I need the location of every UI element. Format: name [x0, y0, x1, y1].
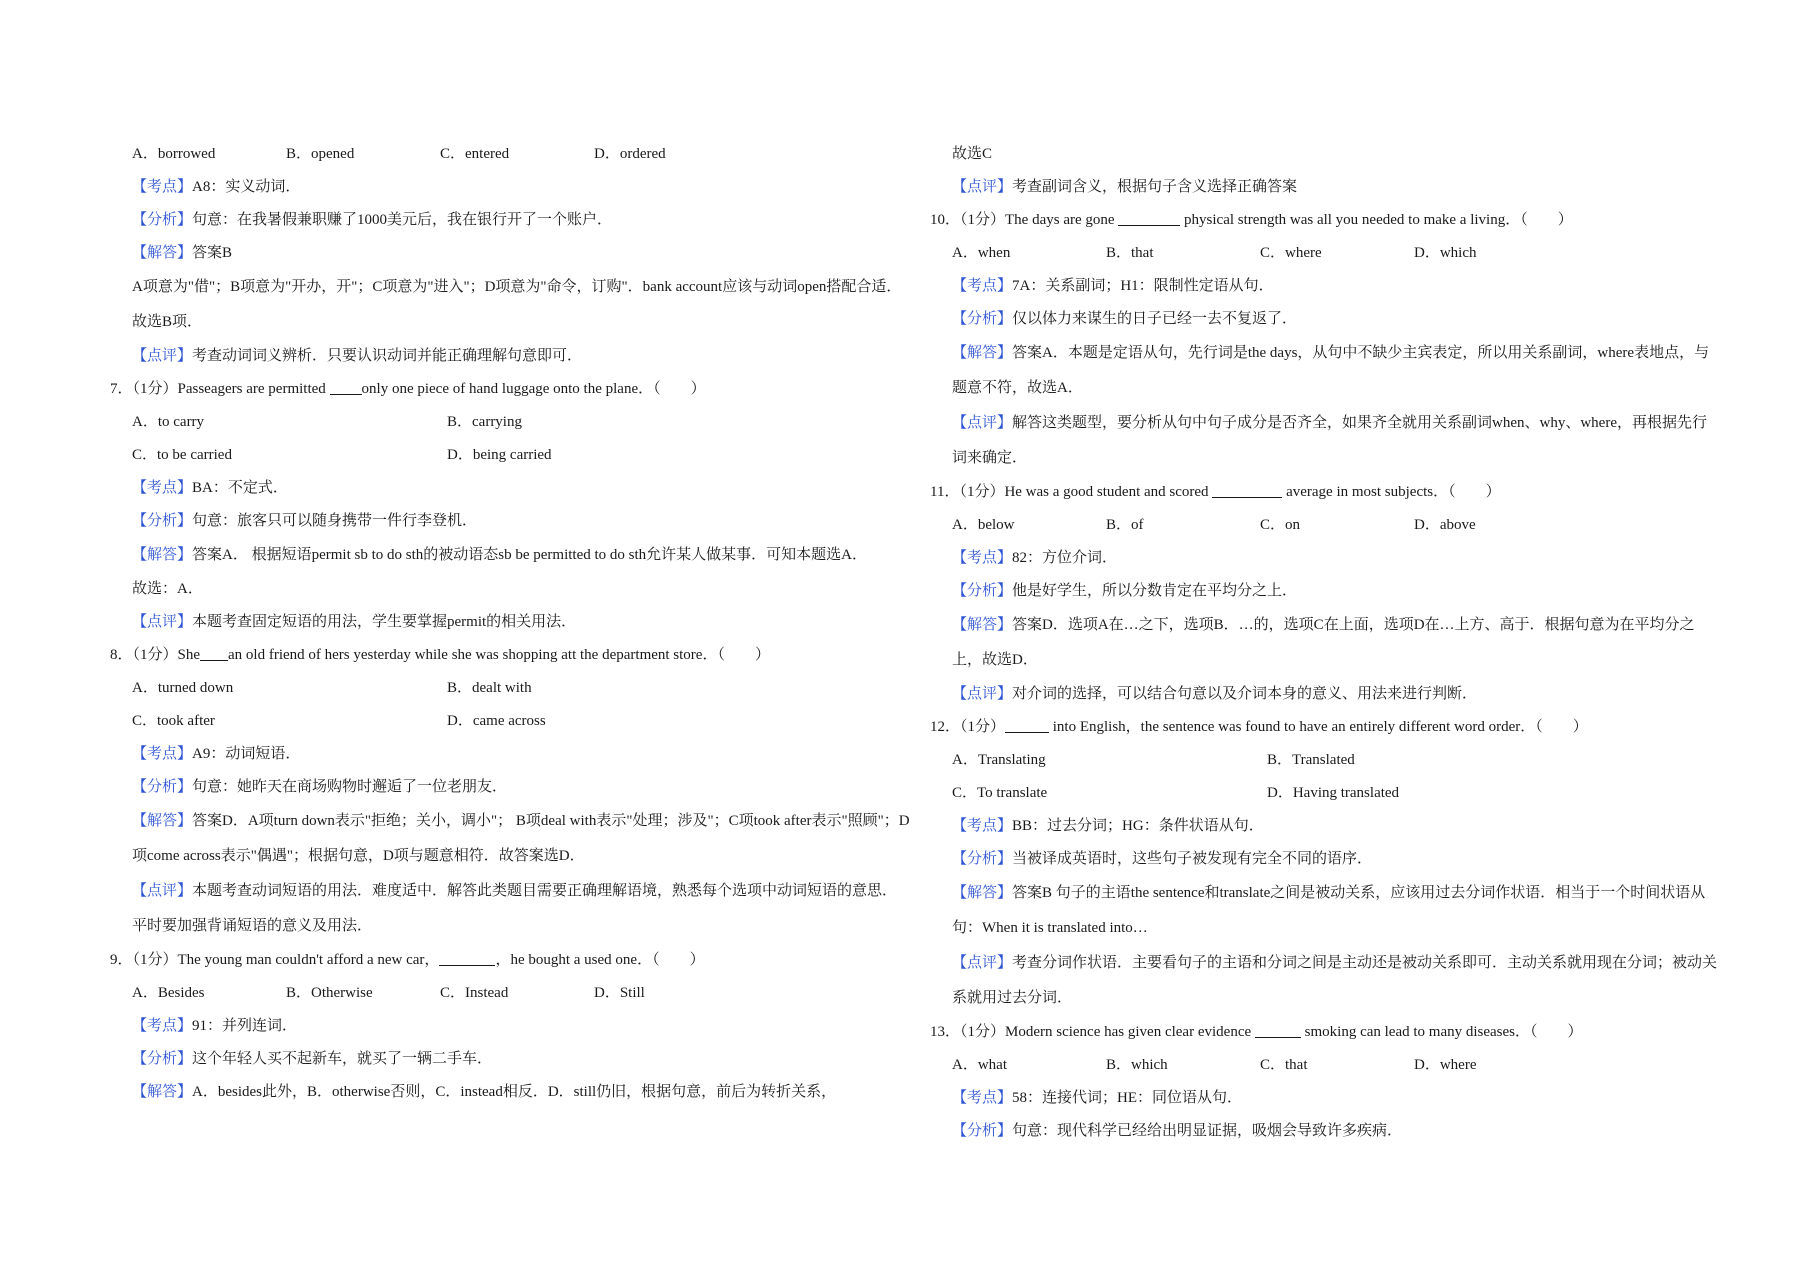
q6-kaodian	[110, 171, 910, 204]
q7-jieda-text: 答案A． 根据短语permit sb to do sth的被动语态sb be permitted to do sth允许某人做某事．可知本题选A．	[192, 547, 867, 563]
q8-jieda-text: 答案D．A项turn down表示"拒绝；关小，调小"； B项deal with表示"处理；涉及"；C项took after表示"照顾"；D项come across表示"偶遇"；根据句意，D项与题意相符．故答案选D．	[132, 813, 910, 864]
q6-dianping-text: 考查动词词义辨析．只要认识动词并能正确理解句意即可．	[192, 348, 583, 364]
q10-blank	[1118, 225, 1180, 226]
left-column	[110, 138, 910, 1109]
q9-option-c: C．Instead	[440, 985, 509, 1001]
q11-jieda-text: 答案D．选项A在…之下，选项B．…的，选项C在上面，选项D在…上方、高于．根据句意为在平均分之上，故选D．	[952, 617, 1695, 668]
q8-option-c: C．took after	[132, 713, 215, 729]
q10-option-b: B．that	[1106, 245, 1154, 261]
q8-jieda	[110, 804, 910, 874]
tag-dianping: 【点评】	[952, 415, 1013, 431]
q9-option-a: A．Besides	[132, 985, 205, 1001]
q7-options-row2	[110, 439, 910, 472]
q9-jieda	[110, 1076, 910, 1109]
q11-stem-end: average in most subjects．（ ）	[1282, 484, 1501, 500]
q11-kaodian-text: 82：方位介词．	[1012, 550, 1118, 566]
q9-jieda-text: A．besides此外，B．otherwise否则，C．instead相反．D．still仍旧，根据句意，前后为转折关系，	[192, 1084, 837, 1100]
q13-fenxi	[930, 1115, 1720, 1148]
q12-fenxi	[930, 843, 1720, 876]
q6-option-c: C．entered	[440, 146, 510, 162]
tag-fenxi: 【分析】	[132, 513, 193, 529]
tag-jieda: 【解答】	[952, 885, 1013, 901]
q8-options-row1	[110, 672, 910, 705]
q6-jieda	[110, 237, 910, 270]
tag-kaodian: 【考点】	[952, 278, 1013, 294]
tag-jieda: 【解答】	[132, 813, 193, 829]
q7-guxuan: 故选：A．	[132, 581, 203, 597]
q6-kaodian-text: A8：实义动词．	[192, 179, 301, 195]
q6-jieda-text: 答案B	[192, 245, 233, 261]
tag-jieda: 【解答】	[952, 617, 1013, 633]
q11-fenxi	[930, 575, 1720, 608]
q13-stem-start: 13．（1分）Modern science has given clear evidence	[930, 1024, 1255, 1040]
q9-blank	[439, 965, 495, 966]
tag-kaodian: 【考点】	[132, 480, 193, 496]
q13-option-a: A．what	[952, 1057, 1007, 1073]
tag-fenxi: 【分析】	[952, 1123, 1013, 1139]
tag-jieda: 【解答】	[952, 345, 1013, 361]
q9-options	[110, 977, 910, 1010]
q10-jieda-text: 答案A．本题是定语从句，先行词是the days，从句中不缺少主宾表定，所以用关系副词，where表地点，与题意不符，故选A．	[952, 345, 1710, 396]
q11-option-b: B．of	[1106, 517, 1144, 533]
q13-blank	[1255, 1037, 1301, 1038]
q10-kaodian	[930, 270, 1720, 303]
q10-option-c: C．where	[1260, 245, 1322, 261]
q11-dianping-text: 对介词的选择，可以结合句意以及介词本身的意义、用法来进行判断．	[1012, 686, 1478, 702]
q12-stem-end: into English，the sentence was found to have an entirely different word order．（ ）	[1049, 719, 1588, 735]
q7-fenxi	[110, 505, 910, 538]
q11-option-c: C．on	[1260, 517, 1301, 533]
q6-fenxi	[110, 204, 910, 237]
q7-kaodian-text: BA：不定式．	[192, 480, 288, 496]
q10-option-d: D．which	[1414, 245, 1477, 261]
q10-options	[930, 237, 1720, 270]
q7-jieda	[110, 538, 910, 573]
q11-blank	[1212, 497, 1282, 498]
q8-dianping-text: 本题考查动词短语的用法．难度适中．解答此类题目需要正确理解语境，熟悉每个选项中动词短语的意思．平时要加强背诵短语的意义及用法．	[132, 883, 898, 934]
q13-stem-end: smoking can lead to many diseases．（ ）	[1300, 1024, 1583, 1040]
q12-jieda-text: 答案B 句子的主语the sentence和translate之间是被动关系，应该用过去分词作状语．相当于一个时间状语从句：When it is translated into…	[952, 885, 1706, 936]
q13-kaodian	[930, 1082, 1720, 1115]
q11-kaodian	[930, 542, 1720, 575]
tag-jieda: 【解答】	[132, 547, 193, 563]
q10-fenxi	[930, 303, 1720, 336]
q12-option-d: D．Having translated	[1267, 785, 1400, 801]
q8-stem-start: 8．（1分）She	[110, 647, 201, 663]
tag-dianping: 【点评】	[952, 955, 1013, 971]
q8-kaodian	[110, 738, 910, 771]
q13-kaodian-text: 58：连接代词；HE：同位语从句．	[1012, 1090, 1243, 1106]
q9-dianping-text: 考查副词含义，根据句子含义选择正确答案	[1012, 179, 1298, 195]
q11-option-d: D．above	[1414, 517, 1476, 533]
q9-kaodian	[110, 1010, 910, 1043]
q8-kaodian-text: A9：动词短语．	[192, 746, 301, 762]
tag-kaodian: 【考点】	[132, 746, 193, 762]
q12-options-row1	[930, 744, 1720, 777]
q11-question	[930, 476, 1720, 509]
tag-jieda: 【解答】	[132, 1084, 193, 1100]
q7-options-row1	[110, 406, 910, 439]
tag-kaodian: 【考点】	[132, 179, 193, 195]
q12-dianping-text: 考查分词作状语．主要看句子的主语和分词之间是主动还是被动关系即可．主动关系就用现在分词；被动关系就用过去分词．	[952, 955, 1718, 1006]
q8-fenxi	[110, 771, 910, 804]
q7-option-a: A．to carry	[132, 414, 205, 430]
q6-dianping	[110, 340, 910, 373]
q12-blank	[1005, 732, 1049, 733]
q7-blank	[330, 394, 362, 395]
q10-fenxi-text: 仅以体力来谋生的日子已经一去不复返了．	[1012, 311, 1298, 327]
tag-dianping: 【点评】	[952, 686, 1013, 702]
tag-kaodian: 【考点】	[132, 1018, 193, 1034]
q10-dianping-text: 解答这类题型，要分析从句中句子成分是否齐全，如果齐全就用关系副词when、why、where，再根据先行词来确定．	[952, 415, 1707, 466]
q13-fenxi-text: 句意：现代科学已经给出明显证据，吸烟会导致许多疾病．	[1012, 1123, 1403, 1139]
q13-option-c: C．that	[1260, 1057, 1308, 1073]
q7-fenxi-text: 句意：旅客只可以随身携带一件行李登机．	[192, 513, 478, 529]
q10-jieda	[930, 336, 1720, 406]
q8-question	[110, 639, 910, 672]
q9-fenxi-text: 这个年轻人买不起新车，就买了一辆二手车．	[192, 1051, 493, 1067]
q6-option-a: A．borrowed	[132, 146, 216, 162]
q6-options	[110, 138, 910, 171]
right-column	[930, 138, 1720, 1148]
q9-option-d: D．Still	[594, 985, 645, 1001]
q10-question	[930, 204, 1720, 237]
q7-dianping	[110, 606, 910, 639]
q8-dianping	[110, 874, 910, 944]
q8-fenxi-text: 句意：她昨天在商场购物时邂逅了一位老朋友．	[192, 779, 508, 795]
q7-stem-end: only one piece of hand luggage onto the plane．（ ）	[361, 381, 706, 397]
tag-kaodian: 【考点】	[952, 550, 1013, 566]
q11-stem-start: 11．（1分）He was a good student and scored	[930, 484, 1213, 500]
q12-option-c: C．To translate	[952, 785, 1048, 801]
q13-question	[930, 1016, 1720, 1049]
tag-fenxi: 【分析】	[132, 1051, 193, 1067]
q6-option-b: B．opened	[286, 146, 355, 162]
q13-option-b: B．which	[1106, 1057, 1168, 1073]
q12-kaodian	[930, 810, 1720, 843]
q7-option-d: D．being carried	[447, 447, 552, 463]
q12-stem-start: 12．（1分）	[930, 719, 1006, 735]
q7-stem-start: 7．（1分）Passeagers are permitted	[110, 381, 330, 397]
q11-option-a: A．below	[952, 517, 1015, 533]
q12-kaodian-text: BB：过去分词；HG：条件状语从句．	[1012, 818, 1264, 834]
q13-option-d: D．where	[1414, 1057, 1477, 1073]
q13-options	[930, 1049, 1720, 1082]
q8-option-b: B．dealt with	[447, 680, 532, 696]
q6-explain: A项意为"借"；B项意为"开办，开"；C项意为"进入"；D项意为"命令，订购"．bank account应该与动词open搭配合适．故选B项．	[132, 279, 902, 330]
q10-option-a: A．when	[952, 245, 1011, 261]
q6-fenxi-text: 句意：在我暑假兼职赚了1000美元后，我在银行开了一个账户．	[192, 212, 613, 228]
tag-dianping: 【点评】	[132, 883, 193, 899]
q10-stem-start: 10．（1分）The days are gone	[930, 212, 1119, 228]
q7-option-b: B．carrying	[447, 414, 522, 430]
q10-kaodian-text: 7A：关系副词；H1：限制性定语从句．	[1012, 278, 1274, 294]
q12-question	[930, 711, 1720, 744]
q12-option-b: B．Translated	[1267, 752, 1355, 768]
q10-stem-end: physical strength was all you needed to make a living．（ ）	[1180, 212, 1573, 228]
tag-fenxi: 【分析】	[132, 779, 193, 795]
q9-fenxi	[110, 1043, 910, 1076]
tag-jieda: 【解答】	[132, 245, 193, 261]
tag-kaodian: 【考点】	[952, 818, 1013, 834]
q9-stem-start: 9．（1分）The young man couldn't afford a new car，	[110, 952, 440, 968]
tag-kaodian: 【考点】	[952, 1090, 1013, 1106]
q11-fenxi-text: 他是好学生，所以分数肯定在平均分之上．	[1012, 583, 1298, 599]
q10-dianping	[930, 406, 1720, 476]
q11-options	[930, 509, 1720, 542]
q6-option-d: D．ordered	[594, 146, 666, 162]
tag-fenxi: 【分析】	[952, 851, 1013, 867]
q8-options-row2	[110, 705, 910, 738]
q12-fenxi-text: 当被译成英语时，这些句子被发现有完全不同的语序．	[1012, 851, 1373, 867]
tag-fenxi: 【分析】	[952, 311, 1013, 327]
q12-jieda	[930, 876, 1720, 946]
q12-option-a: A．Translating	[952, 752, 1046, 768]
q8-option-a: A．turned down	[132, 680, 234, 696]
q9-stem-end: ，he bought a used one．（ ）	[495, 952, 705, 968]
tag-dianping: 【点评】	[132, 614, 193, 630]
q7-option-c: C．to be carried	[132, 447, 232, 463]
q8-blank	[200, 660, 228, 661]
q9-guxuan: 故选C	[952, 146, 993, 162]
tag-dianping: 【点评】	[132, 348, 193, 364]
q11-dianping	[930, 678, 1720, 711]
q8-stem-end: an old friend of hers yesterday while she was shopping att the department store．（ ）	[228, 647, 770, 663]
tag-fenxi: 【分析】	[132, 212, 193, 228]
q8-option-d: D．came across	[447, 713, 546, 729]
q12-dianping	[930, 946, 1720, 1016]
tag-fenxi: 【分析】	[952, 583, 1013, 599]
q9-question	[110, 944, 910, 977]
q7-dianping-text: 本题考查固定短语的用法，学生要掌握permit的相关用法．	[192, 614, 577, 630]
q9-dianping	[930, 171, 1720, 204]
q11-jieda	[930, 608, 1720, 678]
q7-question	[110, 373, 910, 406]
q7-kaodian	[110, 472, 910, 505]
q12-options-row2	[930, 777, 1720, 810]
tag-dianping: 【点评】	[952, 179, 1013, 195]
q9-option-b: B．Otherwise	[286, 985, 373, 1001]
q9-kaodian-text: 91：并列连词．	[192, 1018, 298, 1034]
